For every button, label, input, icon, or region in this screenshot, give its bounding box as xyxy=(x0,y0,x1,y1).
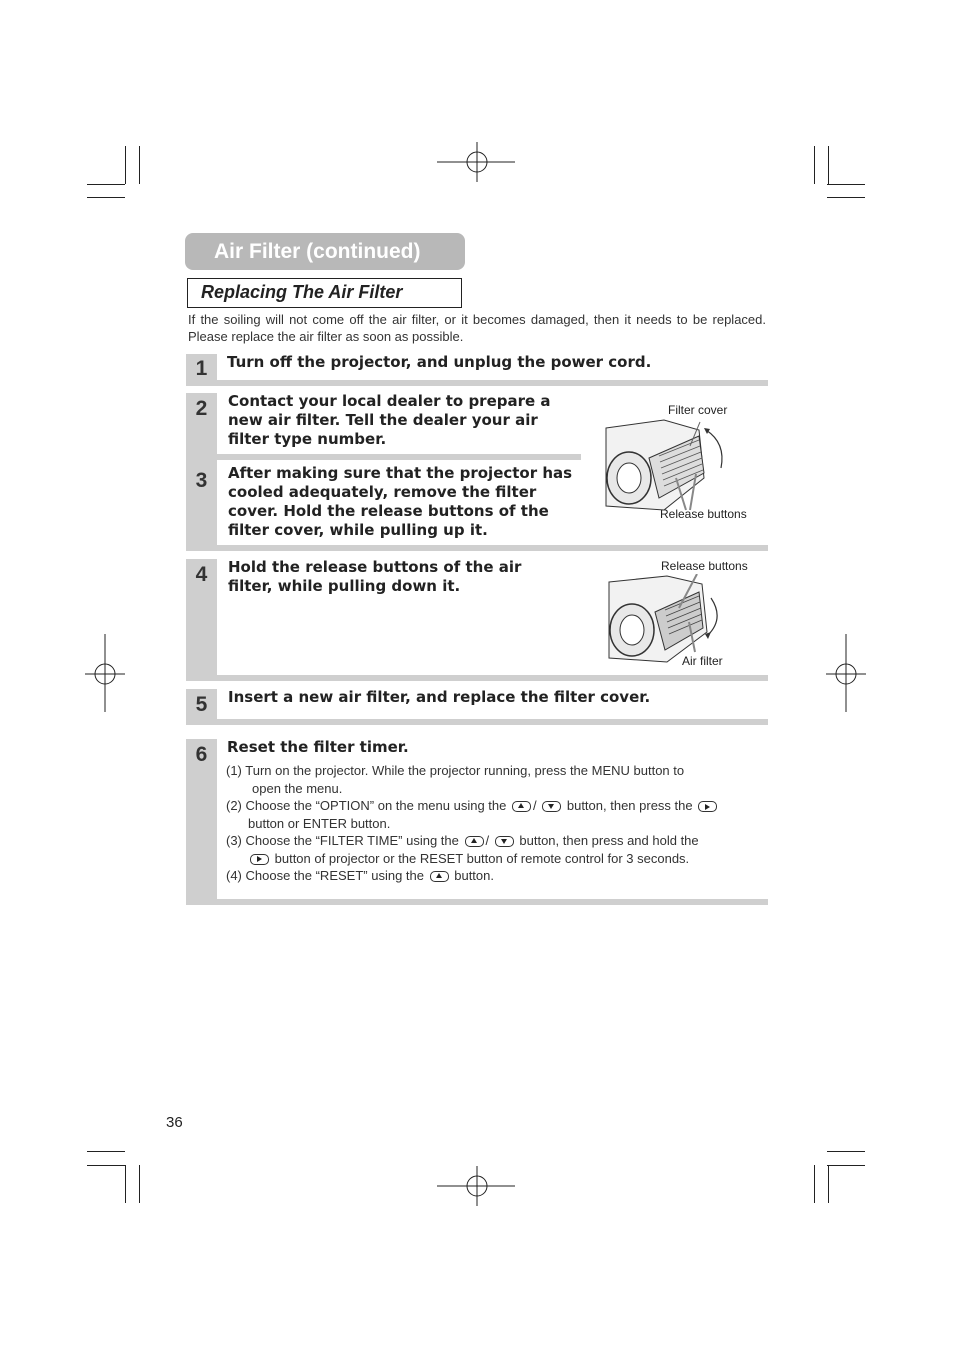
reset-substep-4-text-a: (4) Choose the “RESET” using the xyxy=(226,868,424,883)
registration-mark-left xyxy=(85,634,125,714)
step-6-bar xyxy=(186,899,768,905)
step-5-text: Insert a new air filter, and replace the filter cover. xyxy=(228,688,651,706)
section-title: Air Filter (continued) xyxy=(185,233,465,270)
step-1-bar xyxy=(186,380,768,386)
reset-substep-2-line2: button or ENTER button. xyxy=(248,815,391,831)
step-3-text: After making sure that the projector has cooled adequately, remove the filter cover. Hold the release buttons of the filter cover, while pulling up it. xyxy=(228,464,573,539)
reset-substep-3-line2 xyxy=(226,850,766,868)
step-5-bar xyxy=(186,719,768,725)
reset-substep-1-line2: open the menu. xyxy=(252,780,343,796)
step-4-number: 4 xyxy=(195,563,208,586)
registration-mark-bottom xyxy=(437,1166,517,1206)
down-button-icon xyxy=(495,836,514,847)
projector-filter-cover-illustration xyxy=(604,418,734,513)
step-1-number: 1 xyxy=(195,357,208,380)
figure2-label-air-filter: Air filter xyxy=(682,654,723,668)
reset-substep-3-text-b: button, then press and hold the xyxy=(519,833,699,848)
reset-substep-3-line1 xyxy=(226,832,766,850)
slash: / xyxy=(485,833,490,848)
step-5-number: 5 xyxy=(195,693,208,716)
right-button-icon xyxy=(250,854,269,865)
reset-substeps xyxy=(226,762,766,885)
step-6-text: Reset the filter timer. xyxy=(227,738,409,756)
subsection-title: Replacing The Air Filter xyxy=(187,278,462,308)
slash: / xyxy=(532,798,537,813)
up-button-icon xyxy=(512,801,531,812)
registration-mark-top xyxy=(437,142,517,182)
step-2-bar xyxy=(186,454,581,460)
reset-substep-4-text-b: button. xyxy=(454,868,494,883)
reset-substep-4 xyxy=(226,867,766,885)
figure2-label-release-buttons: Release buttons xyxy=(661,559,748,573)
step-4-bar xyxy=(186,675,768,681)
down-button-icon xyxy=(542,801,561,812)
step-2-text: Contact your local dealer to prepare a new air filter. Tell the dealer your air filter type number. xyxy=(228,392,551,448)
step-3-number: 3 xyxy=(195,469,208,492)
page-number: 36 xyxy=(166,1114,183,1131)
intro-paragraph: If the soiling will not come off the air filter, or it becomes damaged, then it needs to be replaced. Please replace the air filter as soon as possible. xyxy=(188,312,766,344)
reset-substep-3-text-a: (3) Choose the “FILTER TIME” using the xyxy=(226,833,459,848)
step-3-bar xyxy=(186,545,768,551)
right-button-icon xyxy=(698,801,717,812)
step-4-text: Hold the release buttons of the air filter, while pulling down it. xyxy=(228,558,522,595)
step-1-text: Turn off the projector, and unplug the power cord. xyxy=(227,353,652,371)
step-2-number: 2 xyxy=(195,397,208,420)
reset-substep-3-text-c: button of projector or the RESET button of remote control for 3 seconds. xyxy=(274,850,690,866)
reset-substep-2-text-b: button, then press the xyxy=(566,798,693,813)
reset-substep-2-text-a: (2) Choose the “OPTION” on the menu using the xyxy=(226,798,507,813)
figure1-label-release-buttons: Release buttons xyxy=(660,507,747,521)
registration-mark-right xyxy=(826,634,866,714)
figure1-label-filter-cover: Filter cover xyxy=(668,403,728,417)
up-button-icon xyxy=(465,836,484,847)
step-6-number: 6 xyxy=(195,743,208,766)
reset-substep-2-line1 xyxy=(226,797,766,815)
up-button-icon xyxy=(430,871,449,882)
reset-substep-1-line1: (1) Turn on the projector. While the projector running, press the MENU button to xyxy=(226,763,685,778)
projector-air-filter-illustration xyxy=(607,574,737,666)
